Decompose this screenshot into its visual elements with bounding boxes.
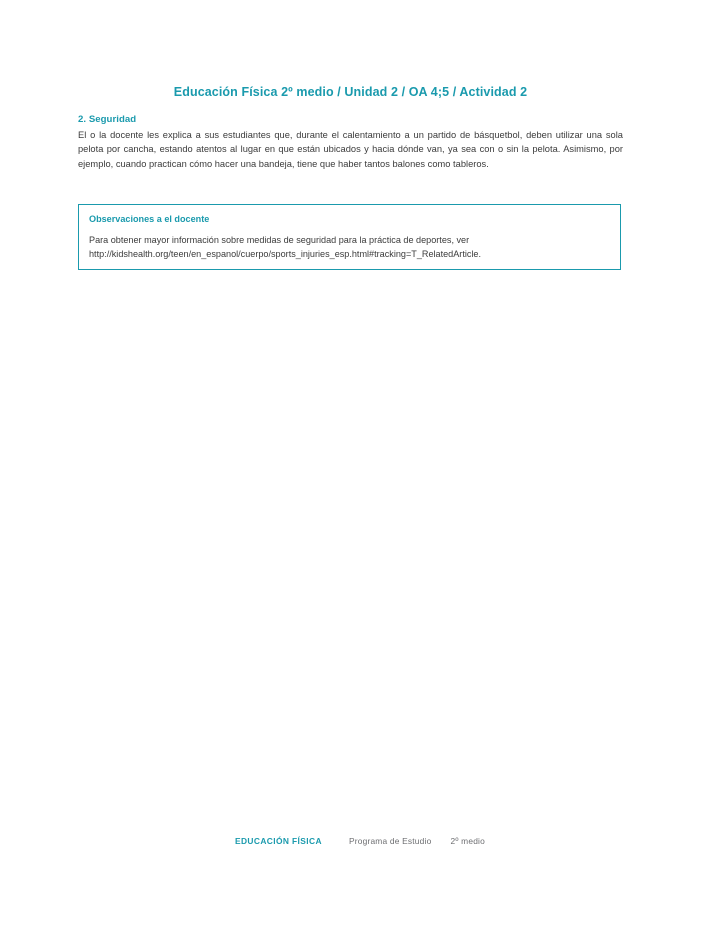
teacher-note-box bbox=[78, 204, 621, 270]
footer-program: Programa de Estudio bbox=[348, 836, 432, 846]
section-paragraph: El o la docente les explica a sus estudiantes que, durante el calentamiento a un partido de básquetbol, deben utilizar una sola pelota por cancha, estando atentos al lugar en que están ubicados y hacia dónde van, ya sea con o sin la pelota. Asimismo, por ejemplo, cuando practican cómo hacer una bandeja, tiene que haber tantos balones como tableros. bbox=[78, 130, 623, 169]
teacher-note-body bbox=[89, 233, 610, 261]
page-title: Educación Física 2º medio / Unidad 2 / OA 4;5 / Actividad 2 bbox=[173, 85, 528, 99]
teacher-note-line-1: Para obtener mayor información sobre medidas de seguridad para la práctica de deportes, ver bbox=[89, 235, 470, 245]
section-heading: 2. Seguridad bbox=[78, 114, 137, 126]
footer-level: 2º medio bbox=[450, 836, 485, 846]
footer-brand: EDUCACIÓN FÍSICA bbox=[235, 836, 322, 846]
document-content bbox=[78, 84, 623, 171]
teacher-note-title: Observaciones a el docente bbox=[89, 214, 210, 224]
teacher-note-link[interactable]: http://kidshealth.org/teen/en_espanol/cuerpo/sports_injuries_esp.html#tracking=T_RelatedArticle. bbox=[89, 249, 482, 260]
page-footer bbox=[0, 836, 720, 846]
